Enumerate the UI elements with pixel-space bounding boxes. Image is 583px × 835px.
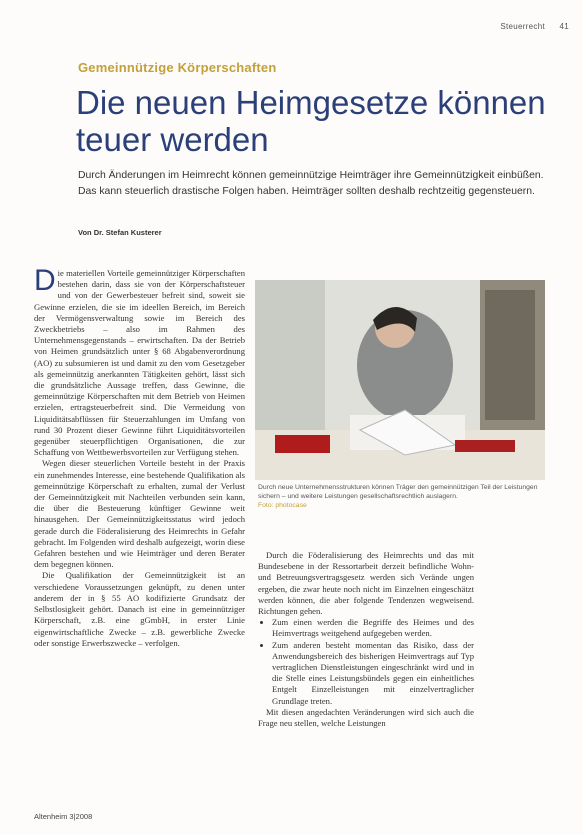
article-photo [255,280,545,480]
bullet-list [258,617,474,707]
paragraph: Mit diesen angedachten Veränderungen wird sich auch die Frage neu stellen, welche Leistungen [258,706,474,729]
photo-illustration [255,280,545,480]
footer-issue: Altenheim 3|2008 [34,812,93,821]
kicker: Gemeinnützige Körperschaften [78,60,277,75]
body-column-left [34,264,245,649]
bullet-item: • Zum anderen besteht momentan das Risiko, dass der Anwendungsbereich des bisherigen Heimvertrags auf Typ vertraglichen Dienstleistungen eingeschränkt wird und in die Stelle eines Leistungsbündels gegen ein einheitliches Entgelt Einzelleistungen mit einzelvertraglicher Grundlage treten. [272,640,474,707]
lead-paragraph: Durch Änderungen im Heimrecht können gemeinnützige Heimträger ihre Gemeinnützigkeit einbüßen. Das kann steuerlich drastische Folgen haben. Heimträger sollten deshalb rechtzeitig gegensteuern. [78,170,544,197]
paragraph [34,264,245,458]
page-number: 41 [559,22,569,31]
paragraph: Wegen dieser steuerlichen Vorteile besteht in der Praxis ein zunehmendes Interesse, eine bestehende Qualifikation als gemeinnützige Körperschaft zu erhalten, zumal der Verlust der Gemeinnützigkeit mit Nachteilen verbunden sein kann, die über die Besteuerung künftiger Gewinne weit hinausgehen. Der Gemeinnützigkeitsstatus wird jedoch gerade durch die Föderalisierung des Heimrechts in Gefahr gebracht. Im Folgenden wird deshalb aufgezeigt, worin diese Gefahren bestehen und wie Heimträger und deren Berater dem begegnen können. [34,458,245,570]
drop-cap: D [34,264,56,297]
section-label: Steuerrecht [500,22,545,31]
paragraph-text: ie materiellen Vorteile gemeinnütziger Körperschaften bestehen darin, dass sie von der Körperschaftsteuer und von der Gewerbesteuer befreit sind, soweit sie Gewinne erzielen, die sie im ideellen Bereich, im Bereich der Vermögensverwaltung sowie im Bereich des Zweckbetriebs – also im Rahmen des Unternehmensgegenstands – erwirtschaften. Da der Betrieb von Heimen grundsätzlich unter § 68 Abgabenverordnung (AO) zu subsumieren ist und damit zu den vom Gesetzgeber als gemeinnützig anerkannten Tätigkeiten gehört, lässt sich die grundsätzliche Aussage treffen, dass Gewinne, die gemeinnützige Körperschaften mit dem Betrieb von Heimen erzielen, ertragsteuerbefreit sind. Die Vermeidung von Liquiditätsabflüssen für Steuerzahlungen im Umfang von rund 30 Prozent dieser Gewinne führt Liquiditätsvorteilen gegenüber steuerpflichtigen Organisationen, die zur Schaffung von Wettbewerbsvorteilen zur Verfügung stehen. [34,268,245,458]
running-header [500,22,569,31]
author-byline: Von Dr. Stefan Kusterer [78,228,162,237]
paragraph: Durch die Föderalisierung des Heimrechts und das mit Bundesebene in der Ressortarbeit derzeit befindliche Wohn- und Betreuungsvertragsgesetz werden sich Verände ungen ergeben, die zwar heute noch nicht im Einzelnen eingeschätzt werden können, die aber folgende Tendenzen wegweisend. Richtungen gehen. [258,550,474,617]
article-title: Die neuen Heimgesetze können teuer werden [76,84,546,158]
photo-caption [258,483,538,510]
body-column-right [258,550,474,729]
caption-text: Durch neue Unternehmensstrukturen können Träger den gemeinnützigen Teil der Leistungen sichern – und weitere Leistungen gesellschaftsrechtlich auslagern. [258,484,538,500]
photo-credit: Foto: photocase [258,502,307,509]
bullet-item: • Zum einen werden die Begriffe des Heimes und des Heimvertrags weitgehend aufgegeben werden. [272,617,474,639]
paragraph: Die Qualifikation der Gemeinnützigkeit ist an verschiedene Voraussetzungen geknüpft, zu denen unter anderem der in § 55 AO kodifizierte Grundsatz der Selbstlosigkeit gehört. Danach ist eine in gemeinnütziger Körperschaft, z.B. eine gGmbH, in erster Linie eigenwirtschaftliche Zwecke – z.B. gewerbliche Zwecke oder sonstige Erwerbszwecke – verfolgen. [34,570,245,648]
